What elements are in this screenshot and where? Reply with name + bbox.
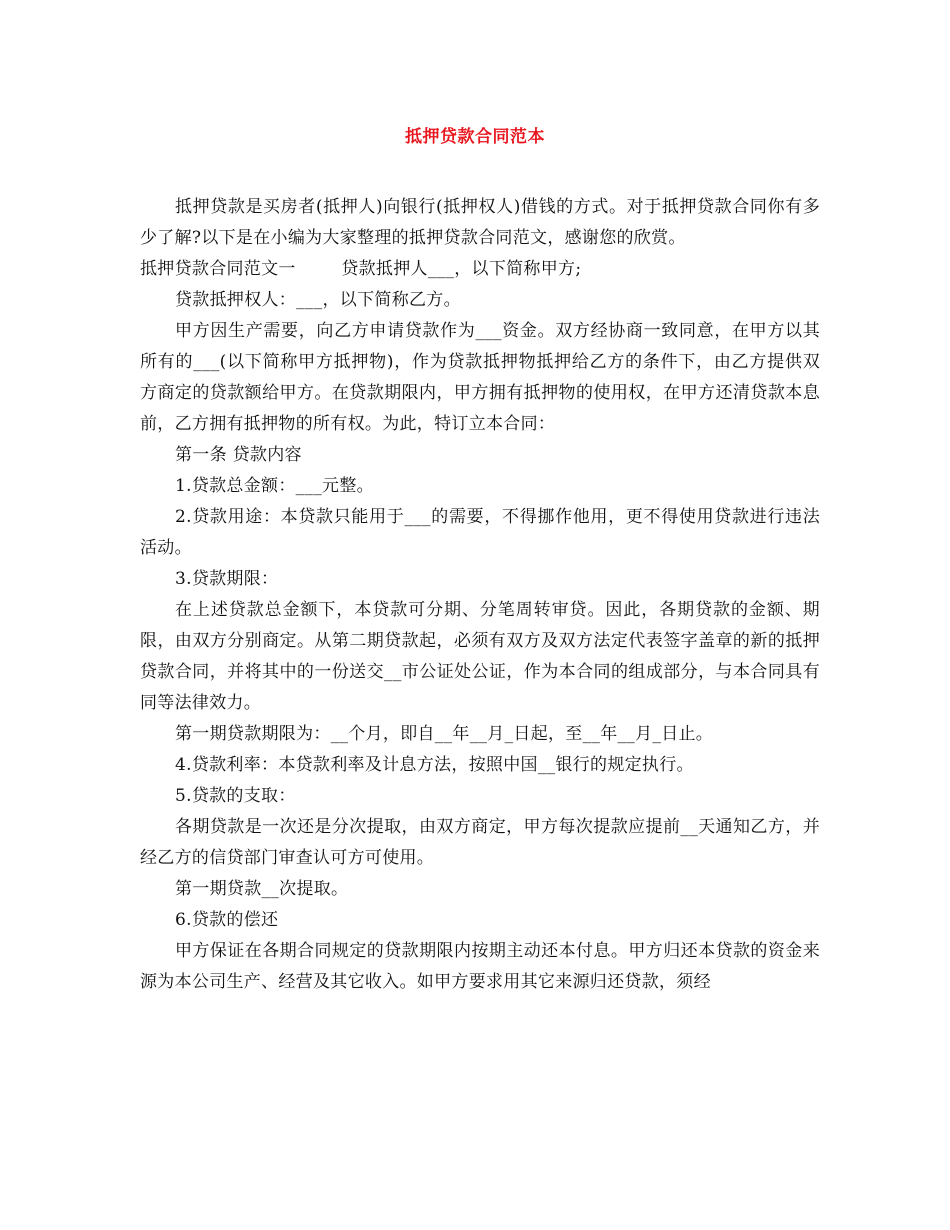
- clause-3-term-heading: 3.贷款期限：: [175, 569, 279, 589]
- clause-5-withdrawal-heading: 5.贷款的支取：: [175, 786, 296, 806]
- paragraph-intro: 抵押贷款是买房者(抵押人)向银行(抵押权人)借钱的方式。对于抵押贷款合同你有多少了解?以下是在小编为大家整理的抵押贷款合同范文，感谢您的欣赏。: [140, 197, 820, 248]
- clause-5-withdrawal-text: 各期贷款是一次还是分次提取，由双方商定，甲方每次提款应提前__天通知乙方，并经乙方的信贷部门审查认可方可使用。: [140, 817, 820, 868]
- first-term-period: 第一期贷款期限为：__个月，即自__年__月_日起，至__年__月_日止。: [175, 724, 714, 744]
- document-body: [140, 192, 820, 998]
- article-1-heading: 第一条 贷款内容: [175, 445, 302, 465]
- document-title: 抵押贷款合同范本: [405, 127, 545, 147]
- clause-3-term-text: 在上述贷款总金额下，本贷款可分期、分笔周转审贷。因此，各期贷款的金额、期限，由双方分别商定。从第二期贷款起，必须有双方及双方法定代表签字盖章的新的抵押贷款合同，并将其中的一份送交__市公证处公证，作为本合同的组成部分，与本合同具有同等法律效力。: [140, 600, 820, 713]
- clause-6-repayment-text: 甲方保证在各期合同规定的贷款期限内按期主动还本付息。甲方归还本贷款的资金来源为本公司生产、经营及其它收入。如甲方要求用其它来源归还贷款，须经: [140, 941, 820, 992]
- paragraph-mortgagor: 抵押贷款合同范文一 贷款抵押人___，以下简称甲方;: [140, 259, 582, 279]
- paragraph-mortgagee: 贷款抵押权人：___，以下简称乙方。: [175, 290, 461, 310]
- clause-2-purpose: 2.贷款用途：本贷款只能用于___的需要，不得挪作他用，更不得使用贷款进行违法活动。: [140, 507, 820, 558]
- clause-4-interest: 4.贷款利率：本贷款利率及计息方法，按照中国__银行的规定执行。: [175, 755, 694, 775]
- clause-1-amount: 1.贷款总金额：___元整。: [175, 476, 374, 496]
- first-withdrawal: 第一期贷款__次提取。: [175, 879, 349, 899]
- paragraph-preamble: 甲方因生产需要，向乙方申请贷款作为___资金。双方经协商一致同意，在甲方以其所有的___(以下简称甲方抵押物)，作为贷款抵押物抵押给乙方的条件下，由乙方提供双方商定的贷款额给甲方。在贷款期限内，甲方拥有抵押物的使用权，在甲方还清贷款本息前，乙方拥有抵押物的所有权。为此，特订立本合同：: [140, 321, 820, 434]
- clause-6-repayment-heading: 6.贷款的偿还: [175, 910, 279, 930]
